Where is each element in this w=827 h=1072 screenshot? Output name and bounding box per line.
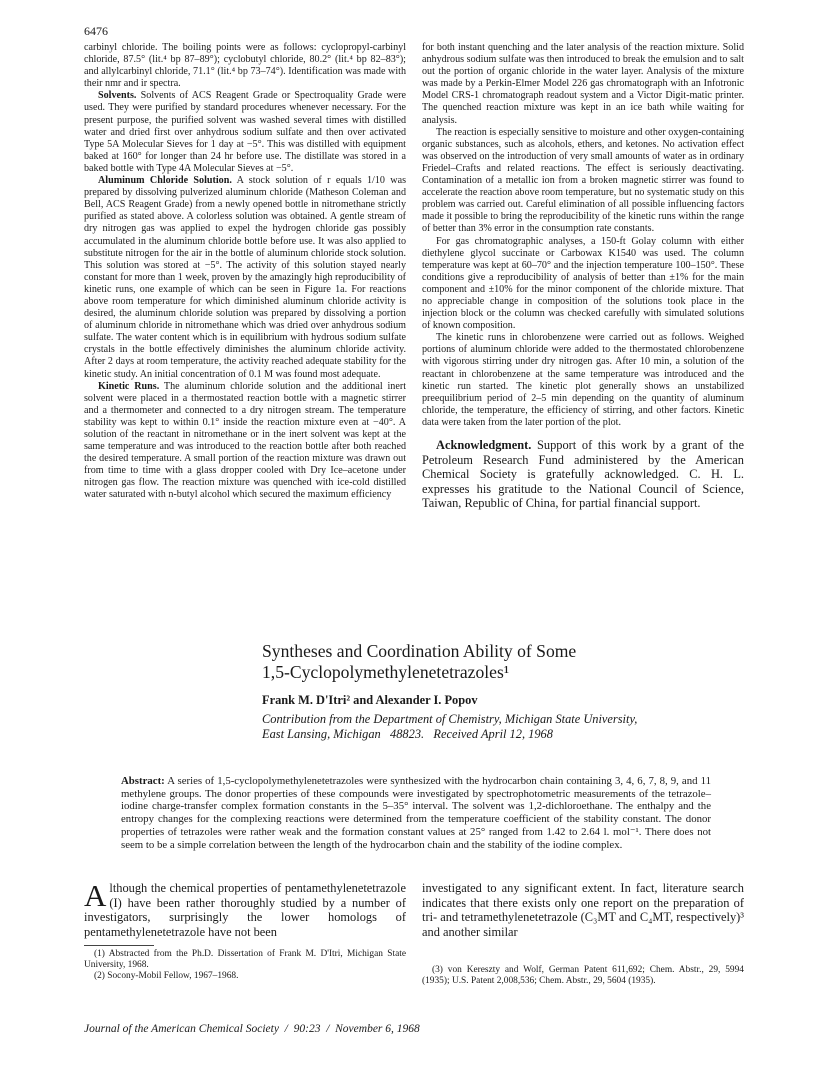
paragraph-aluminum-chloride: [84, 175, 406, 381]
page-number: 6476: [84, 24, 108, 38]
footnote: (2) Socony-Mobil Fellow, 1967–1968.: [94, 971, 239, 982]
affiliation-line: East Lansing, Michigan 48823. Received April 12, 1968: [262, 726, 553, 741]
footnote-rule: [84, 945, 154, 946]
paragraph-solvents: [84, 90, 406, 175]
drop-cap: A: [84, 878, 107, 913]
section-heading: Aluminum Chloride Solution.: [98, 175, 232, 187]
right-column-top: [422, 42, 744, 511]
abstract-label: Abstract:: [121, 775, 165, 787]
right-column-bottom: [422, 881, 744, 939]
section-heading: Solvents.: [98, 90, 137, 102]
paragraph-kinetic-runs: [84, 381, 406, 502]
acknowledgment-text: Support of this work by a grant of the Petroleum Research Fund administered by the American Chemical Society is gratefully acknowledged. C. H. L. expresses his gratitude to the National Council of Science, Taiwan, Republic of China, for partial financial support.: [422, 438, 744, 511]
intro-text: lthough the chemical properties of pentamethylenetetrazole (I) have been rather thoroughly studied by a number of investigators, surprisingly the lower homologs of pentamethylenetetrazole have not been: [84, 881, 406, 939]
paragraph: The reaction is especially sensitive to moisture and other oxygen-containing organic substances, such as alcohols, ethers, and ketones. No activation effect was observed on the introduction of very small amounts of water as in ordinary Friedel–Crafts and related reactions. The effect is seriously deactivating. Contamination of a metallic ion from a broken magnetic stirrer was found to accelerate the reaction above room temperature, but no systematic study on this problem was carried out. Careful elimination of all possible influencing factors made it possible to bring the reproducibility of the kinetic runs within the range of better than 3% error in the consumption rate constants.: [422, 126, 744, 235]
affiliation: [262, 712, 637, 741]
paragraph-text: The aluminum chloride solution and the additional inert solvent were placed in a thermostated reaction bottle with a magnetic stirrer and a thermometer and connected to a dry nitrogen stream. The temperature stability was kept to within 0.1° inside the reaction mixture even at −40°. A solution of the reactant in nitromethane or in the inert solvent was kept at the same temperature and was introduced to the reaction bottle after both reached the desired temperature. A small portion of the reaction mixture was drawn out from time to time with a glass dropper cooled with Dry Ice–acetone under nitrogen gas flow. The reaction mixture was quenched with ice-cold distilled water saturated with n-butyl alcohol which secured the maximum efficiency: [84, 380, 406, 501]
right-footnotes: [422, 965, 744, 987]
paragraph: The kinetic runs in chlorobenzene were carried out as follows. Weighed portions of aluminum chloride were added to the thermostated chlorobenzene with vigorous stirring under dry nitrogen gas. After 10 min, a solution of the reactant in chlorobenzene at the same temperature was introduced and the kinetic run started. The kinetic plot generally shows an unstabilized preequilibrium period of 2–5 min depending on the quantity of aluminum chloride, the temperature, the efficiency of stirring, and other factors. Kinetic data were taken from the later portion of the plot.: [422, 332, 744, 428]
footnote: (3) von Kereszty and Wolf, German Patent 611,692; Chem. Abstr., 29, 5994 (1935); U.S. Patent 2,008,536; Chem. Abstr., 29, 5604 (1935).: [422, 965, 744, 986]
abstract: [121, 775, 711, 851]
authors: Frank M. D'Itri² and Alexander I. Popov: [262, 693, 478, 707]
section-heading: Kinetic Runs.: [98, 380, 160, 392]
paragraph: For gas chromatographic analyses, a 150-ft Golay column with either diethylene glycol succinate or Carbowax K1540 was used. The column temperature was kept at 60–70° and the injection temperature 100–150°. These conditions give a reproducibility of analysis of better than ±1% for the main component and ±10% for the minor component of the chloride mixture. That no appreciable change in composition of the solutions took place in the injection block or the column was checked carefully with simulated solutions of known composition.: [422, 235, 744, 332]
title-line: Syntheses and Coordination Ability of Some: [262, 641, 577, 661]
left-column-bottom: [84, 878, 406, 982]
article-title: [262, 641, 742, 683]
affiliation-line: Contribution from the Department of Chemistry, Michigan State University,: [262, 712, 638, 726]
intro-text: investigated to any significant extent. In fact, literature search indicates that there exists only one report on the preparation of tri- and tetramethylenetetrazole (C₃MT and C₄MT, respectively)³ and another similar: [422, 881, 744, 939]
paragraph: carbinyl chloride. The boiling points were as follows: cyclopropyl-carbinyl chloride, 87.5° (lit.⁴ bp 87–89°); cyclobutyl chloride, 80.2° (lit.⁴ bp 82–83°); and allylcarbinyl chloride, 71.1° (lit.⁴ bp 73–74°). Identification was made with their nmr and ir spectra.: [84, 42, 406, 90]
title-line: 1,5-Cyclopolymethylenetetrazoles¹: [262, 662, 510, 682]
left-column-top: [84, 42, 406, 502]
journal-footer: Journal of the American Chemical Society / 90:23 / November 6, 1968: [84, 1023, 420, 1035]
footnote: (1) Abstracted from the Ph.D. Dissertation of Frank M. D'Itri, Michigan State University, 1968.: [84, 949, 406, 971]
abstract-text: A series of 1,5-cyclopolymethylenetetrazoles were synthesized with the hydrocarbon chain containing 3, 4, 6, 7, 8, 9, and 11 methylene groups. The donor properties of these compounds were investigated by spectrophotometric measurements of the tetrazole–iodine charge-transfer complex formation constants in the 5–35° interval. The solvent was 1,2-dichloroethane. The enthalpy and the entropy changes for the complexing reactions were determined from the temperature coefficient of the stability constant. The donor properties of tetrazoles were rather weak and the formation constant values at 25° ranged from 1.42 to 2.64 l. mol⁻¹. There does not seem to be a simple correlation between the length of the hydrocarbon chain and the stability of the iodine complex.: [121, 775, 711, 851]
footnotes: [84, 949, 406, 982]
acknowledgment-heading: Acknowledgment.: [436, 438, 532, 452]
paragraph: for both instant quenching and the later analysis of the reaction mixture. Solid anhydrous sodium sulfate was then introduced to break the emulsion and to salt out the portion of organic chloride in the water layer. Analysis of the mixture was made by a Perkin-Elmer Model 226 gas chromatograph with an Infotronic Model CRS-1 chromatograph readout system and a Victor Digit-matic printer. The quenched reaction mixture was kept in an ice bath while waiting for analysis.: [422, 42, 744, 126]
paragraph-text: Solvents of ACS Reagent Grade or Spectroquality Grade were used. They were purified by standard procedures whenever necessary. For the present purpose, the purified solvent was washed several times with distilled water and dried first over anhydrous sodium sulfate and then over activated Type 5A Molecular Sieves for 1 day at −5°. This was distilled with equipment baked at 160° for longer than 24 hr before use. The distillate was stored in a baked bottle with Type 4A Molecular Sieves at −5°.: [84, 90, 406, 174]
paragraph-text: A stock solution of r equals 1/10 was prepared by dissolving pulverized aluminum chloride (Matheson Coleman and Bell, ACS Reagent Grade) from a newly opened bottle in nitromethane strictly purified as stated above. A colorless solution was obtained. A gentle stream of dry nitrogen gas was applied to expel the hydrogen chloride gas possibly accumulated in the aluminum chloride bottle before use. It was also applied to substitute nitrogen for the air in the bottle of aluminum chloride stock solution. This solution was stored at −5°. The activity of this solution stayed nearly constant for more than 1 week, proven by the amazingly high reproducibility of kinetic runs, one example of which can be seen in Figure 1a. For reactions above room temperature for which diminished aluminum chloride activity is desired, the aluminum chloride solution was prepared by dissolving a portion of aluminum chloride in nitromethane which was dried over anhydrous sodium sulfate. The water content which is in equilibrium with hydrous sodium sulfate crystals in the bottle effectively diminishes the aluminum chloride activity. After 2 days at room temperature, the activity reached adequate stability for the kinetic study. An initial concentration of 0.1 M was found most adequate.: [84, 175, 406, 380]
acknowledgment: [422, 438, 744, 511]
